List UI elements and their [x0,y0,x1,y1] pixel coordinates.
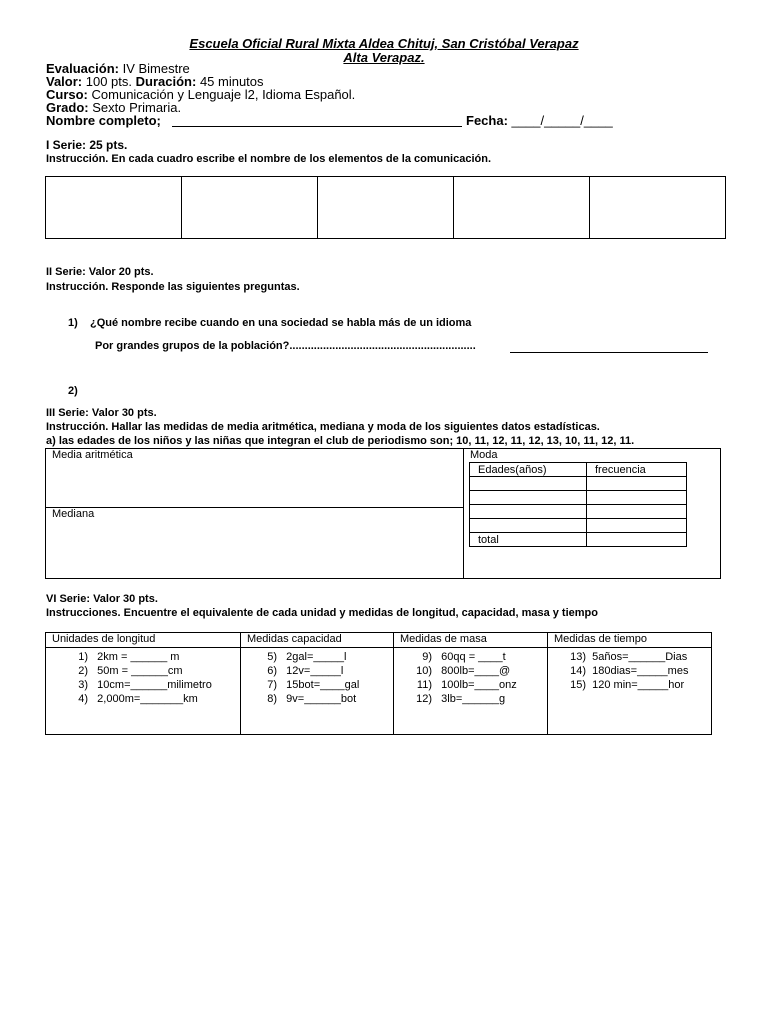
capacidad-cell [241,648,394,735]
cell[interactable] [470,505,587,519]
serie1-instruction: Instrucción. En cada cuadro escribe el nombre de los elementos de la comunicación. [46,153,492,165]
units-body-row [46,648,712,735]
serie2-title: II Serie: Valor 20 pts. [46,266,154,278]
table-row [470,477,687,491]
grado-value: Sexto Primaria. [92,100,182,115]
question-1-answer-blank[interactable] [510,352,708,353]
list-item: 4) 2,000m=_______km [78,693,198,705]
table-row [470,519,687,533]
serie1-title: I Serie: 25 pts. [46,138,128,152]
list-item: 12) 3lb=______g [416,693,506,705]
duracion-label: Duración: [135,74,197,89]
evaluacion-value: IV Bimestre [122,61,190,76]
total-label: total [470,533,587,547]
fecha-blank[interactable]: ____/_____/____ [511,113,613,128]
serie4-instruction: Instrucciones. Encuentre el equivalente de cada unidad y medidas de longitud, capacidad, masa y tiempo [46,607,598,619]
cell[interactable] [587,505,687,519]
nombre-label: Nombre completo; [46,113,161,128]
answer-box[interactable] [318,177,454,239]
tiempo-cell [548,648,712,735]
list-item: 10) 800lb=____@ [416,665,511,677]
col-masa: Medidas de masa [394,633,548,648]
question-1-text-cont: Por grandes grupos de la población?............................................................. [95,340,476,352]
grado-label: Grado: [46,100,89,115]
col-tiempo: Medidas de tiempo [548,633,712,648]
table-row [470,505,687,519]
nombre-blank[interactable] [172,126,462,127]
valor-label: Valor: [46,74,83,89]
answer-box[interactable] [46,177,182,239]
valor-value: 100 pts. [85,74,133,89]
list-item: 6) 12v=_____l [267,665,344,677]
list-item: 1) 2km = ______ m [78,651,180,663]
question-1-text: ¿Qué nombre recibe cuando en una sociedad se habla más de un idioma [90,317,472,329]
list-item: 14) 180dias=_____mes [570,665,689,677]
longitud-cell [46,648,241,735]
fecha-label: Fecha: [466,113,508,128]
list-item: 15) 120 min=_____hor [570,679,685,691]
list-item: 5) 2gal=_____l [267,651,347,663]
list-item: 7) 15bot=____gal [267,679,360,691]
list-item: 13) 5años=______Dias [570,651,688,663]
cell[interactable] [470,519,587,533]
list-item: 2) 50m = ______cm [78,665,183,677]
school-location: Alta Verapaz. [343,50,425,65]
cell[interactable] [470,491,587,505]
list-item: 11) 100lb=____onz [416,679,517,691]
duracion-value: 45 minutos [199,74,264,89]
answer-box[interactable] [590,177,726,239]
masa-cell [394,648,548,735]
total-cell[interactable] [587,533,687,547]
units-header-row [46,633,712,648]
total-row [470,533,687,547]
communication-elements-boxes [45,176,726,239]
col-capacidad: Medidas capacidad [241,633,394,648]
col-frecuencia: frecuencia [587,463,687,477]
list-item: 8) 9v=______bot [267,693,357,705]
moda-label: Moda [470,449,498,461]
answer-box[interactable] [182,177,318,239]
table-row [470,491,687,505]
statistics-divider-v [463,448,464,579]
cell[interactable] [587,491,687,505]
serie3-instruction: Instrucción. Hallar las medidas de media aritmética, mediana y moda de los siguientes datos estadísticas. [46,421,600,433]
evaluacion-label: Evaluación: [46,61,119,76]
media-label: Media aritmética [52,449,133,461]
serie2-instruction: Instrucción. Responde las siguientes preguntas. [46,281,300,293]
frequency-header-row [470,463,687,477]
question-2-number: 2) [68,385,78,397]
curso-label: Curso: [46,87,88,102]
units-table [45,632,712,735]
frequency-table [469,462,687,547]
fecha-row [466,113,613,128]
cell[interactable] [587,519,687,533]
question-1-number: 1) [68,317,78,329]
cell[interactable] [470,477,587,491]
mediana-label: Mediana [52,508,95,520]
statistics-divider-h [45,507,464,508]
col-longitud: Unidades de longitud [46,633,241,648]
answer-box[interactable] [454,177,590,239]
list-item: 3) 10cm=______milimetro [78,679,212,691]
col-edades: Edades(años) [470,463,587,477]
nombre-row [46,113,161,128]
serie3-data-line: a) las edades de los niños y las niñas que integran el club de periodismo son; 10, 11, 12, 11, 12, 13, 10, 11, 12, 11. [46,435,635,447]
school-name: Escuela Oficial Rural Mixta Aldea Chituj, San Cristóbal Verapaz [189,36,579,51]
curso-value: Comunicación y Lenguaje l2, Idioma Español. [91,87,356,102]
cell[interactable] [587,477,687,491]
serie4-title: VI Serie: Valor 30 pts. [46,593,158,605]
list-item: 9) 60qq = ____t [422,651,506,663]
serie3-title: III Serie: Valor 30 pts. [46,407,157,419]
